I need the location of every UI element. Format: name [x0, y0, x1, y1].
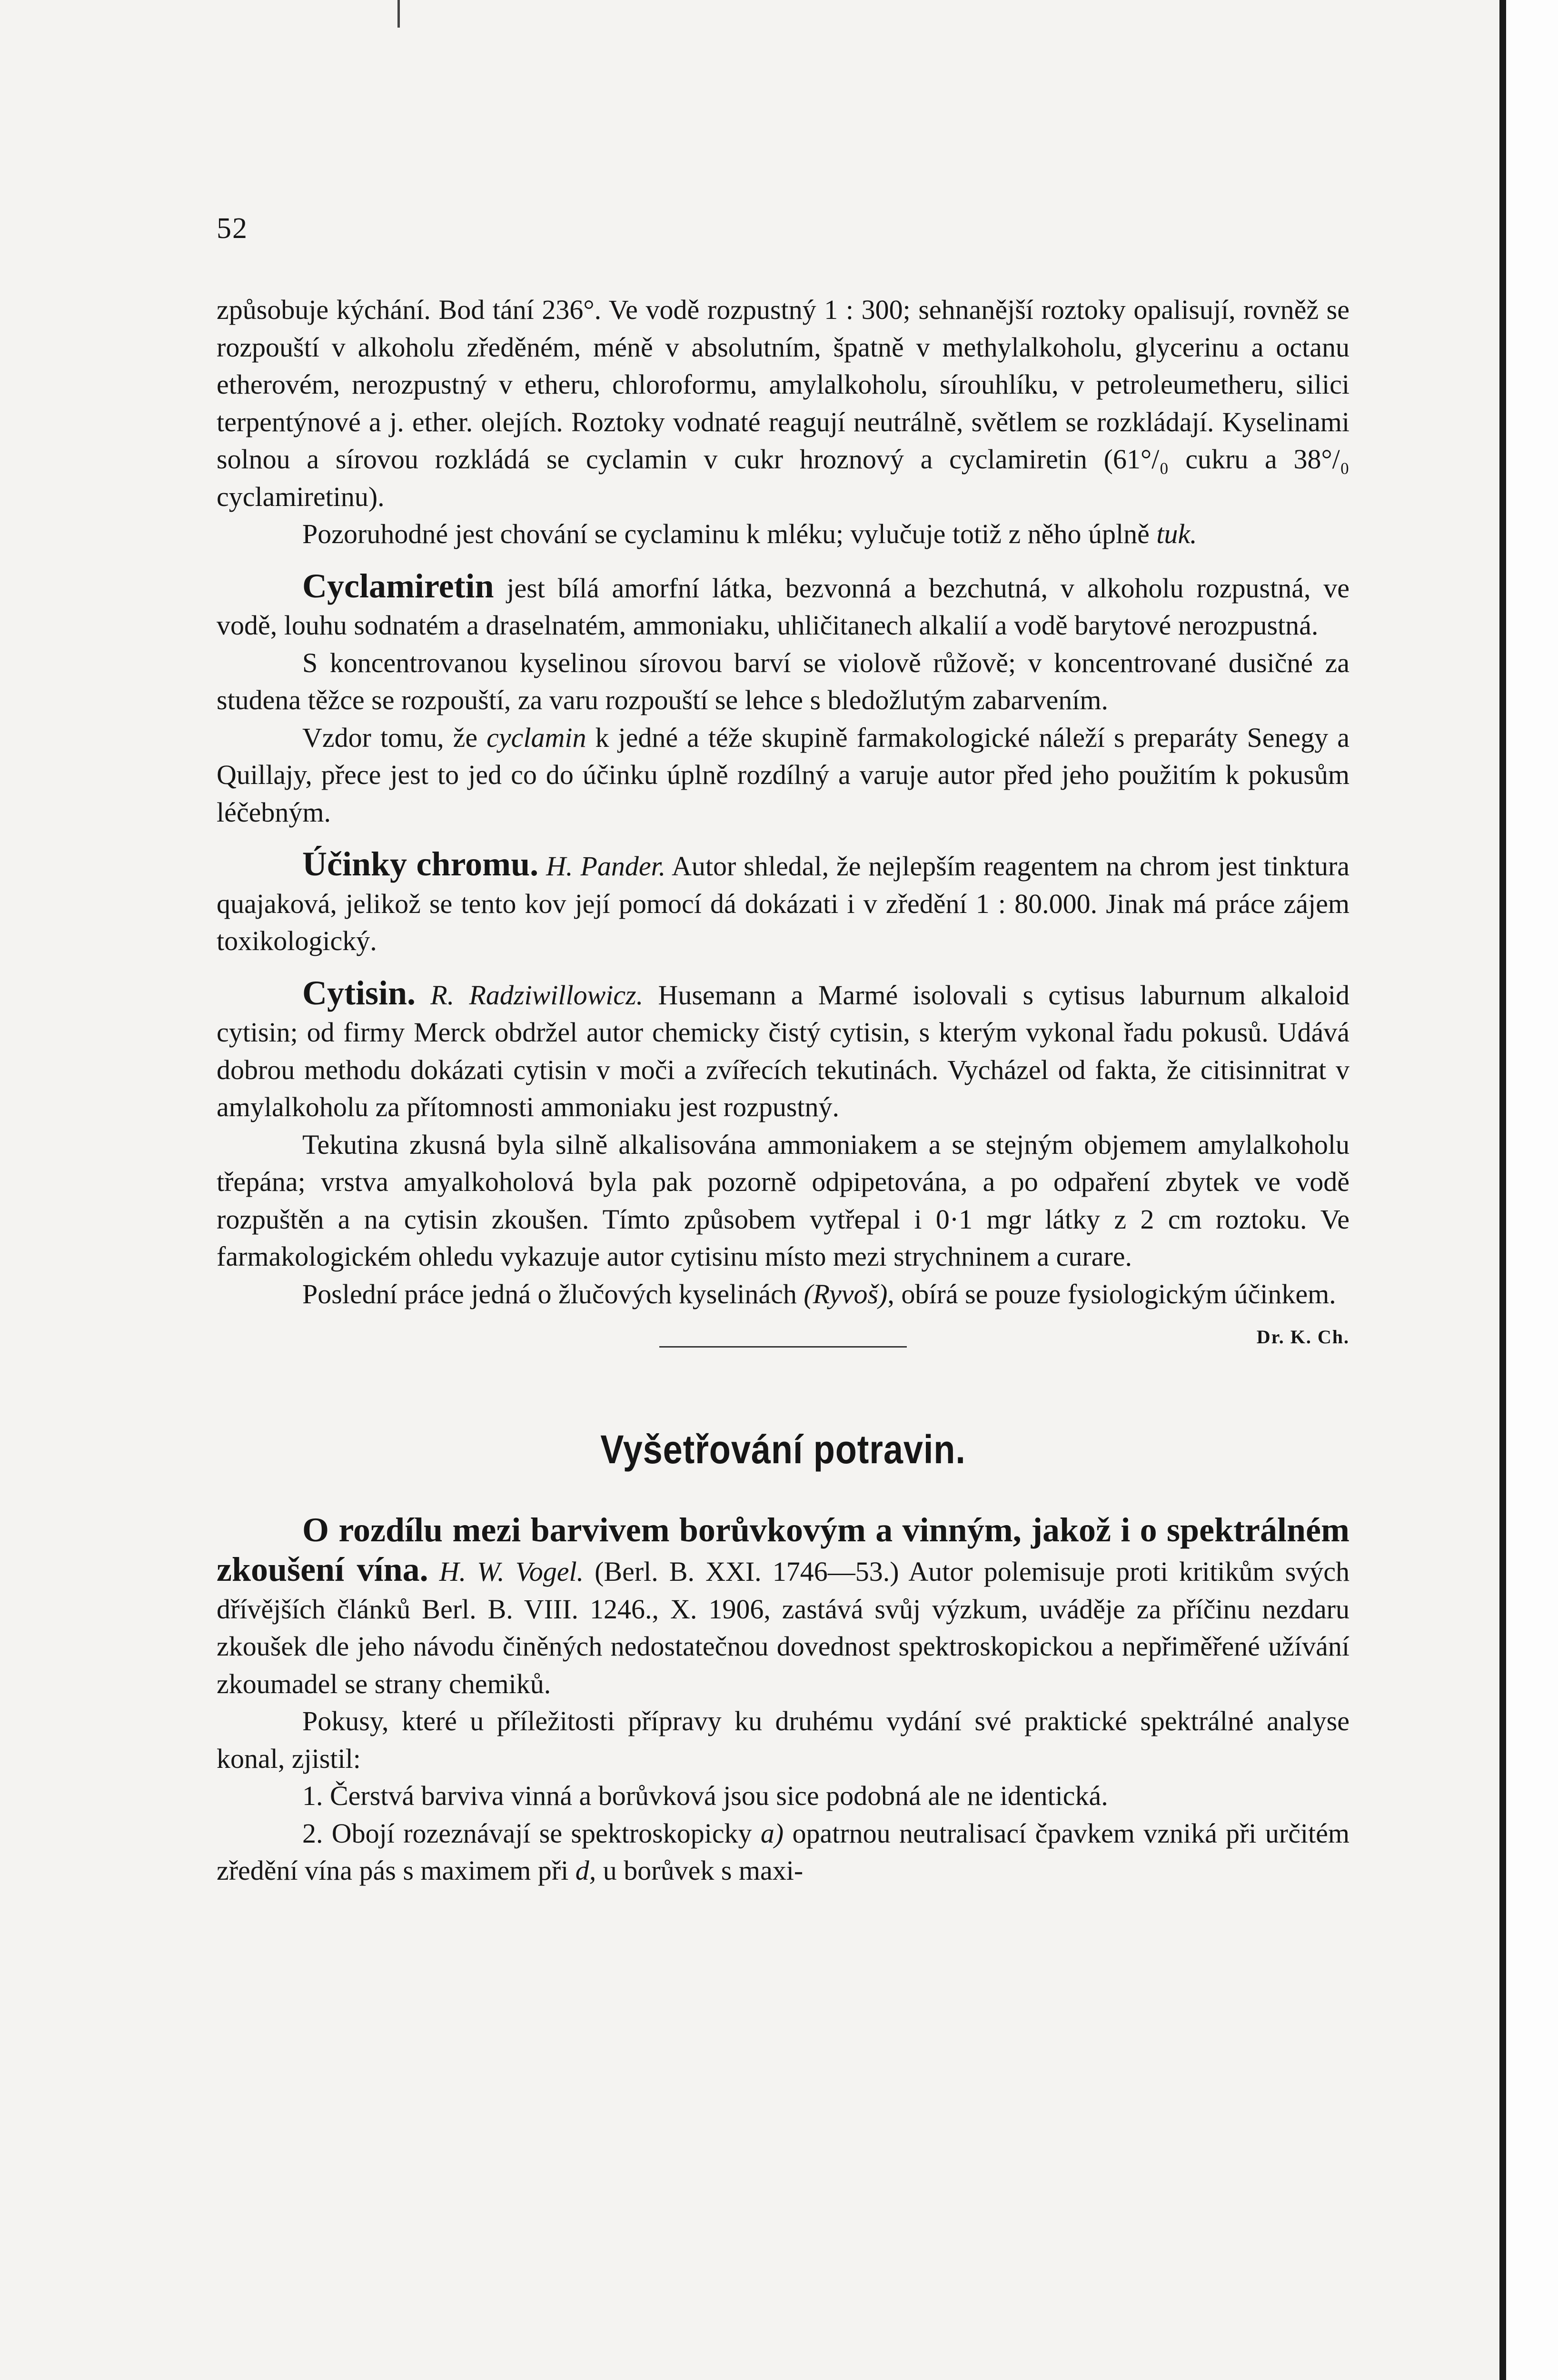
- italic-term: a): [760, 1817, 784, 1849]
- paragraph-continuation: [217, 291, 1350, 516]
- paragraph-bile: [217, 1276, 1350, 1348]
- author-name: H. Pander.: [546, 851, 666, 882]
- page-number: 52: [217, 212, 248, 245]
- italic-term: d,: [575, 1855, 596, 1886]
- edge-rule: [1499, 0, 1506, 2380]
- page-edge: [1499, 0, 1558, 2380]
- paragraph-chrom: [217, 845, 1350, 960]
- paragraph-text: Pokusy, které u příležitosti přípravy ku druhému vydání své praktické spektrálné analyse konal, zjistil:: [217, 1706, 1350, 1774]
- paragraph-text: Poslední práce jedná o žlučových kyselinách: [302, 1278, 804, 1309]
- author-name: H. W. Vogel.: [439, 1556, 584, 1587]
- paragraph-article: [217, 1511, 1350, 1703]
- paragraph-text: Pozoruhodné jest chování se cyclaminu k mléku; vylučuje totiž z něho úplně: [302, 518, 1157, 549]
- paragraph-milk: [217, 516, 1350, 553]
- paragraph-experiments: [217, 1703, 1350, 1777]
- italic-term: cyclamin: [486, 722, 586, 753]
- paragraph-cytisin: [217, 974, 1350, 1126]
- paragraph-text: 1. Čerstvá barviva vinná a borůvková jsou sice podobná ale ne identická.: [302, 1780, 1108, 1811]
- entry-heading: Účinky chromu.: [302, 845, 539, 883]
- paragraph-text: u borůvek s maxi-: [596, 1855, 804, 1886]
- section-title: Vyšetřování potravin.: [600, 1427, 966, 1472]
- paragraph-pharmacology: [217, 719, 1350, 832]
- paragraph-text: k jedné a téže skupině farmakologické náleží s preparáty Senegy a Quillajy, přece jest to jed co do účinku úplně rozdílný a varuje autor před jeho použitím k pokusům léčebným.: [217, 722, 1350, 828]
- paragraph-text: jest bílá amorfní látka, bezvonná a bezchutná, v alkoholu rozpustná, ve vodě, louhu sodnatém a draselnatém, ammoniaku, uhličitanech alkalií a vodě barytové nerozpustná.: [217, 572, 1350, 641]
- author-signature: Dr. K. Ch.: [1256, 1326, 1350, 1348]
- article-title: O rozdílu mezi barvivem borůvkovým a vinným, jakož i o spektrálném zkoušení vína.: [217, 1510, 1350, 1588]
- paragraph-text: 2. Obojí rozeznávají se spektroskopicky: [302, 1817, 761, 1849]
- paragraph-text: , obírá se pouze fysiologickým účinkem.: [887, 1278, 1336, 1309]
- paragraph-cyclamiretin: [217, 567, 1350, 645]
- paragraph-text: opatrnou neutralisací čpavkem vzniká při určitém zředění vína pás s maximem při: [217, 1817, 1350, 1886]
- paragraph-text: Husemann a Marmé isolovali s cytisus laburnum alkaloid cytisin; od firmy Merck obdržel autor chemicky čistý cytisin, s kterým vykonal řadu pokusů. Udává dobrou methodu dokázati cytisin v moči a zvířecích tekutinách. Vycházel od fakta, že citisinnitrat v amylalkoholu za přítomnosti ammoniaku jest rozpustný.: [217, 979, 1350, 1122]
- page-content: [217, 291, 1350, 1890]
- paragraph-text: způsobuje kýchání. Bod tání 236°. Ve vodě rozpustný 1 : 300; sehnanější roztoky opalisují, rovněž se rozpouští v alkoholu zředěném, méně v absolutním, špatně v methylalkoholu, glycerinu a octanu etherovém, nerozpustný v etheru, chloroformu, amylalkoholu, sírouhlíku, v petroleumetheru, silici terpentýnové a j. ether. olejích. Roztoky vodnaté reagují neutrálně, světlem se rozkládají. Kyselinami solnou a sírovou rozkládá se cyclamin v cukr hroznový a cyclamiretin (61°/₀ cukru a 38°/₀ cyclamiretinu).: [217, 294, 1350, 512]
- italic-term: (Ryvoš): [804, 1278, 888, 1309]
- list-item-2: [217, 1815, 1350, 1890]
- paragraph-sulfuric: [217, 645, 1350, 719]
- entry-heading: Cyclamiretin: [302, 566, 494, 605]
- paragraph-text: Autor shledal, že nejlepším reagentem na chrom jest tinktura quajaková, jelikož se tento kov její pomocí dá dokázati i v zředění 1 : 80.000. Jinak má práce zájem toxikologický.: [217, 851, 1350, 956]
- paragraph-text: Vzdor tomu, že: [302, 722, 487, 753]
- author-name: R. Radziwillowicz.: [430, 979, 644, 1011]
- entry-heading: Cytisin.: [302, 973, 416, 1012]
- scan-mark: [397, 0, 400, 28]
- paragraph-text: (Berl. B. XXI. 1746—53.) Autor polemisuje proti kritikům svých dřívějších článků Berl. B. VIII. 1246., X. 1906, zastává svůj výzkum, uváděje za příčinu nezdaru zkoušek dle jeho návodu činěných nedostatečnou dovednost spektroskopickou a nepřiměřené užívání zkoumadel se strany chemiků.: [217, 1556, 1350, 1699]
- list-item-1: [217, 1777, 1350, 1815]
- italic-term: tuk.: [1156, 518, 1197, 549]
- paragraph-text: Tekutina zkusná byla silně alkalisována ammoniakem a se stejným objemem amylalkoholu třepána; vrstva amyalkoholová byla pak pozorně odpipetována, a po odpaření zbytek ve vodě rozpuštěn a na cytisin zkoušen. Tímto způsobem vytřepal i 0·1 mgr látky z 2 cm roztoku. Ve farmakologickém ohledu vykazuje autor cytisinu místo mezi strychninem a curare.: [217, 1129, 1350, 1272]
- paragraph-text: S koncentrovanou kyselinou sírovou barví se violově růžově; v koncentrované dusičné za studena těžce se rozpouští, za varu rozpouští se lehce s bledožlutým zabarvením.: [217, 647, 1350, 715]
- paragraph-method: [217, 1126, 1350, 1276]
- section-divider: [659, 1346, 907, 1348]
